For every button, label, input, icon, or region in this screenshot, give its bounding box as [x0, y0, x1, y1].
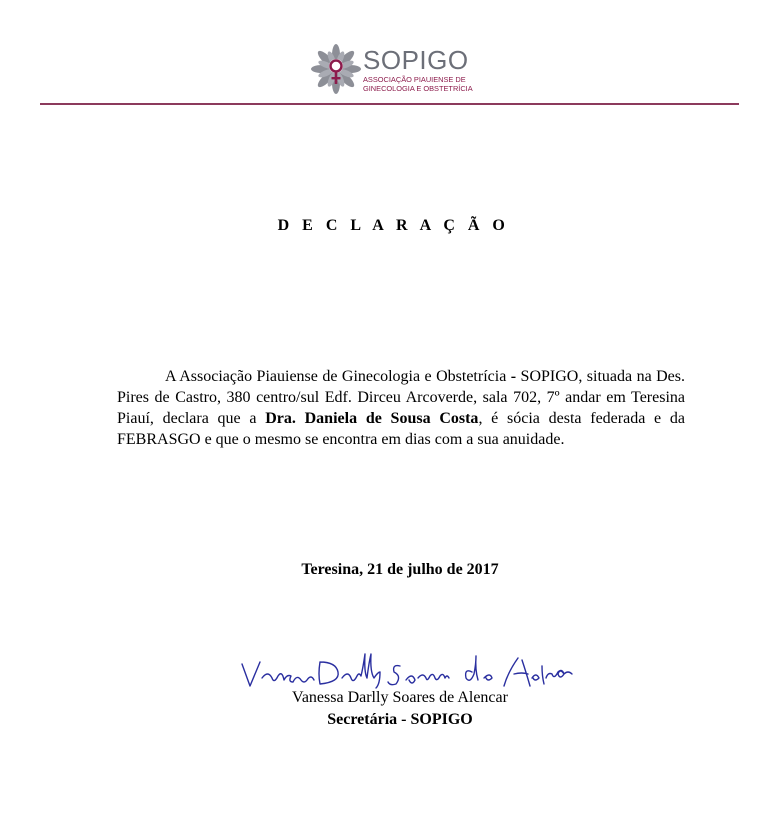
logo-subtitle: [363, 75, 473, 93]
declaration-body: [117, 366, 685, 450]
header-logo: [310, 43, 480, 95]
body-dash: -: [510, 368, 517, 385]
logo-subtitle-line-2: GINECOLOGIA E OBSTETRÍCIA: [363, 84, 473, 93]
date-line: Teresina, 21 de julho de 2017: [301, 561, 499, 578]
document-title: D E C L A R A Ç Ã O: [277, 217, 510, 234]
header-divider: [40, 103, 739, 105]
logo-subtitle-line-1: ASSOCIAÇÃO PIAUIENSE DE: [363, 75, 466, 84]
member-name: Dra. Daniela de Sousa Costa: [265, 410, 479, 427]
signer-name: Vanessa Darlly Soares de Alencar: [292, 689, 508, 706]
body-part-3: , é sócia desta federada e da FEBRASGO e que o mesmo se encontra em dias com a sua anuidade.: [117, 410, 685, 448]
logo-name: SOPIGO: [363, 45, 469, 75]
handwritten-signature: [236, 648, 576, 692]
signer-role: Secretária - SOPIGO: [327, 711, 473, 728]
body-part-1: A Associação Piauiense de Ginecologia e Obstetrícia: [165, 368, 511, 385]
sopigo-flower-logo-icon: [310, 43, 362, 95]
body-part-2: SOPIGO, situada na Des. Pires de Castro, 380 centro/sul Edf. Dirceu Arcoverde, sala 702, 7º andar em Teresina Piauí, declara que a: [117, 368, 686, 427]
